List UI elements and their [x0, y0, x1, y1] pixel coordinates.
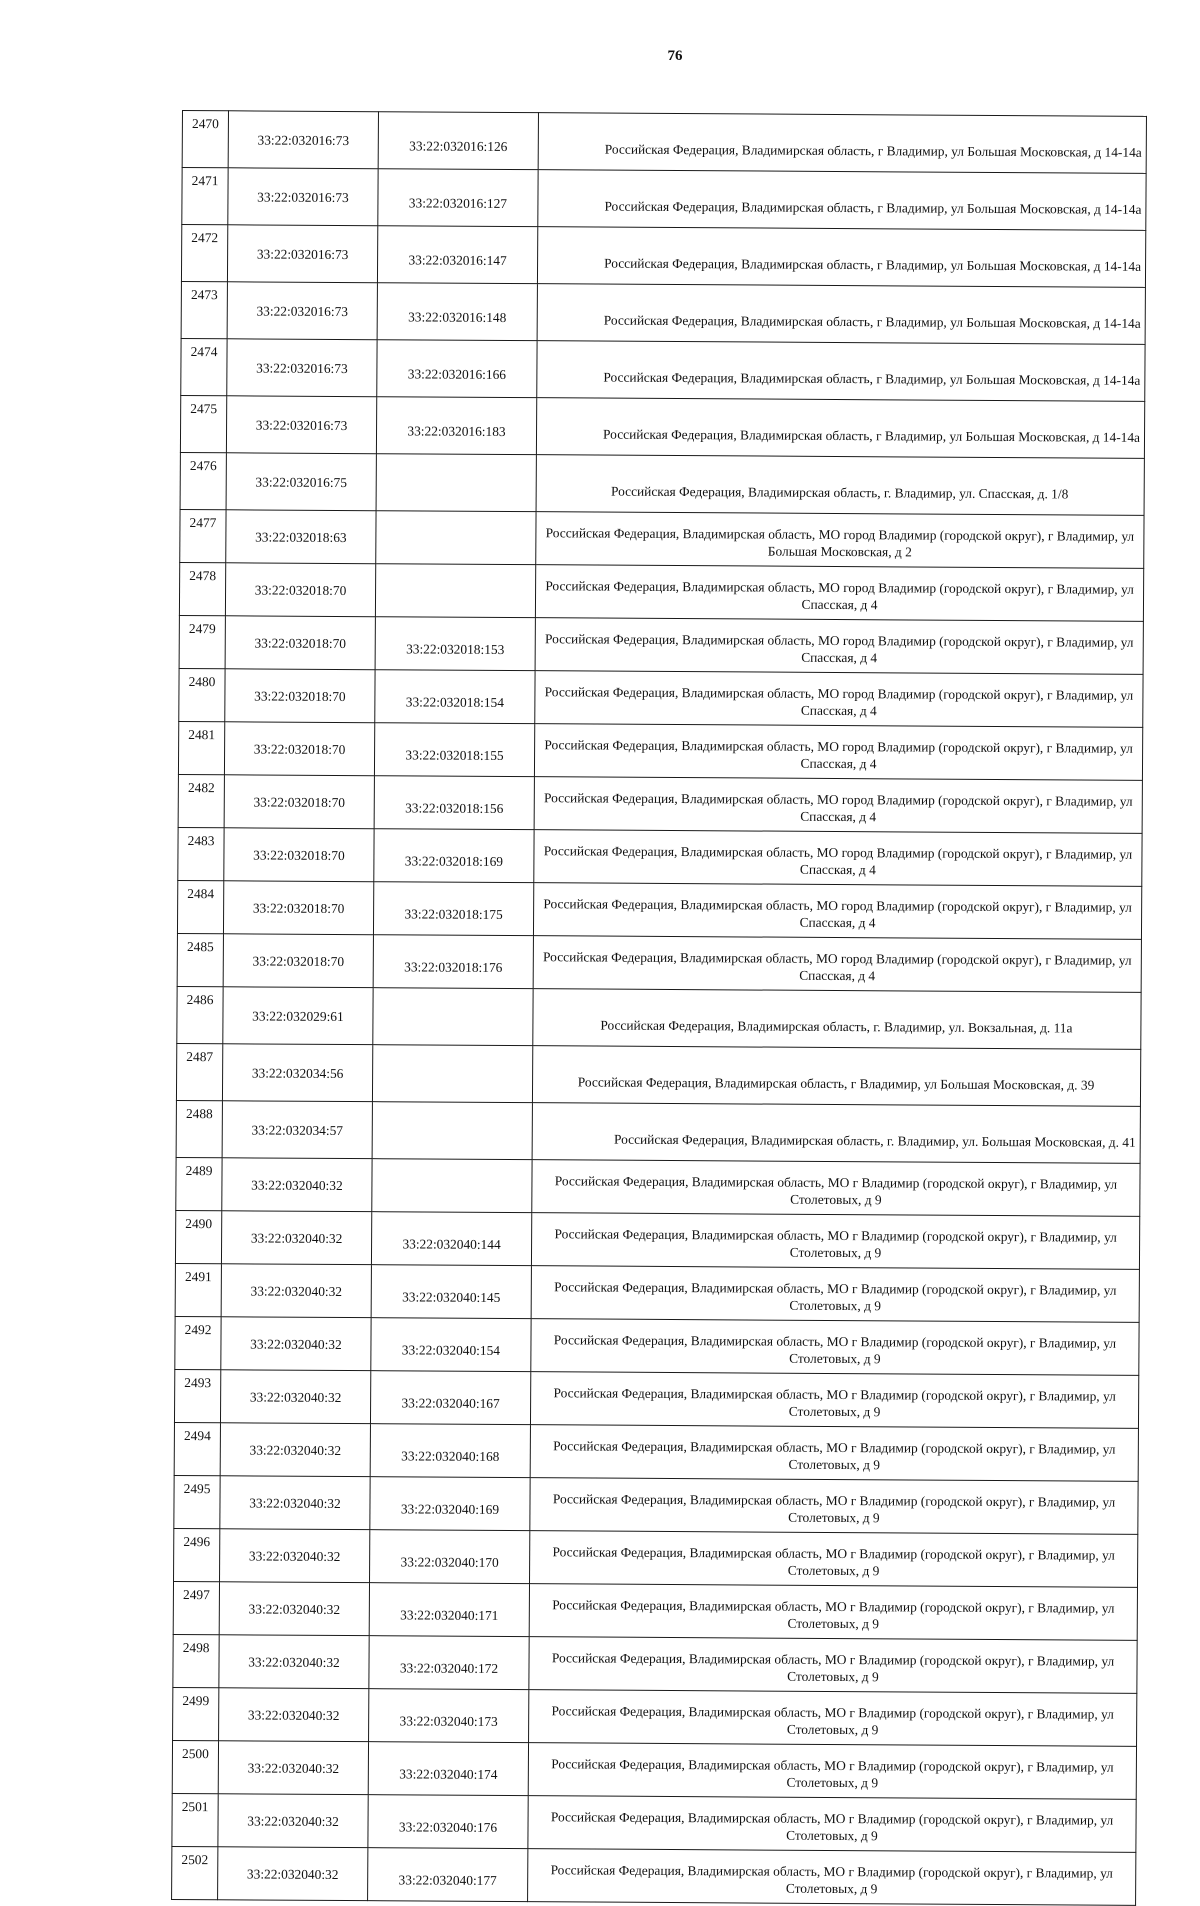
table-row [180, 452, 1144, 515]
address-cell: Российская Федерация, Владимирская область, МО г Владимир (городской округ), г Владимир, ул Столетовых, д 9 [529, 1690, 1137, 1747]
row-number-cell: 2478 [179, 562, 225, 615]
cadastral-number-cell: 33:22:032018:70 [224, 722, 374, 776]
cadastral-number-cell: 33:22:032016:75 [226, 453, 376, 511]
object-cadastral-number-cell: 33:22:032040:174 [368, 1742, 528, 1796]
table-row [175, 1263, 1139, 1322]
cadastral-number-cell: 33:22:032040:32 [218, 1847, 368, 1901]
cadastral-number-cell: 33:22:032016:73 [228, 111, 378, 169]
row-number-cell: 2499 [173, 1687, 219, 1740]
object-cadastral-number-cell: 33:22:032040:172 [369, 1636, 529, 1690]
row-number-cell: 2494 [174, 1422, 220, 1475]
row-number-cell: 2481 [178, 721, 224, 774]
cadastral-number-cell: 33:22:032016:73 [228, 168, 378, 226]
table-row [182, 111, 1146, 174]
row-number-cell: 2491 [175, 1263, 221, 1316]
object-cadastral-number-cell: 33:22:032016:166 [377, 340, 537, 398]
table-row [178, 721, 1142, 780]
object-cadastral-number-cell [372, 1102, 532, 1160]
row-number-cell: 2483 [178, 827, 224, 880]
row-number-cell: 2470 [182, 111, 228, 168]
object-cadastral-number-cell: 33:22:032018:156 [374, 776, 534, 830]
cadastral-number-cell: 33:22:032040:32 [219, 1582, 369, 1636]
table-row [172, 1846, 1136, 1905]
row-number-cell: 2488 [176, 1100, 222, 1157]
address-cell: Российская Федерация, Владимирская область, г Владимир, ул Большая Московская, д 14-14а [537, 341, 1145, 402]
object-cadastral-number-cell: 33:22:032040:171 [369, 1583, 529, 1637]
address-cell: Российская Федерация, Владимирская область, МО город Владимир (городской округ), г Владимир, ул Спасская, д 4 [534, 830, 1142, 887]
cadastral-number-cell: 33:22:032018:70 [223, 881, 373, 935]
object-cadastral-number-cell: 33:22:032040:154 [371, 1318, 531, 1372]
object-cadastral-number-cell [375, 564, 535, 618]
address-cell: Российская Федерация, Владимирская область, МО г Владимир (городской округ), г Владимир, ул Столетовых, д 9 [530, 1531, 1138, 1588]
address-cell: Российская Федерация, Владимирская область, МО г Владимир (городской округ), г Владимир, ул Столетовых, д 9 [528, 1796, 1136, 1853]
table-row [174, 1422, 1138, 1481]
cadastral-number-cell: 33:22:032040:32 [222, 1158, 372, 1212]
table-row [180, 395, 1144, 458]
address-cell: Российская Федерация, Владимирская область, МО г Владимир (городской округ), г Владимир, ул Столетовых, д 9 [528, 1849, 1136, 1906]
cadastral-number-cell: 33:22:032040:32 [219, 1688, 369, 1742]
object-cadastral-number-cell: 33:22:032016:126 [378, 112, 538, 170]
registry-table [171, 110, 1147, 1906]
object-cadastral-number-cell: 33:22:032018:153 [375, 617, 535, 671]
object-cadastral-number-cell: 33:22:032018:176 [373, 935, 533, 989]
row-number-cell: 2490 [175, 1210, 221, 1263]
address-cell: Российская Федерация, Владимирская область, МО г Владимир (городской округ), г Владимир, ул Столетовых, д 9 [531, 1213, 1139, 1270]
object-cadastral-number-cell: 33:22:032040:170 [370, 1530, 530, 1584]
row-number-cell: 2484 [177, 880, 223, 933]
cadastral-number-cell: 33:22:032018:70 [225, 563, 375, 617]
row-number-cell: 2476 [180, 452, 226, 509]
cadastral-number-cell: 33:22:032040:32 [221, 1211, 371, 1265]
object-cadastral-number-cell: 33:22:032040:173 [369, 1689, 529, 1743]
row-number-cell: 2473 [181, 281, 227, 338]
cadastral-number-cell: 33:22:032016:73 [227, 225, 377, 283]
object-cadastral-number-cell: 33:22:032040:145 [371, 1265, 531, 1319]
table-row [172, 1740, 1136, 1799]
address-cell: Российская Федерация, Владимирская область, МО г Владимир (городской округ), г Владимир, ул Столетовых, д 9 [530, 1478, 1138, 1535]
cadastral-number-cell: 33:22:032029:61 [223, 987, 373, 1045]
row-number-cell: 2487 [176, 1043, 222, 1100]
cadastral-number-cell: 33:22:032018:70 [225, 616, 375, 670]
table-row [176, 1043, 1140, 1106]
table-row [176, 1100, 1140, 1163]
row-number-cell: 2502 [172, 1846, 218, 1899]
address-cell: Российская Федерация, Владимирская область, г. Владимир, ул. Большая Московская, д. 41 [532, 1103, 1140, 1164]
object-cadastral-number-cell [372, 1159, 532, 1213]
row-number-cell: 2498 [173, 1634, 219, 1687]
table-row [178, 774, 1142, 833]
table-row [177, 986, 1141, 1049]
table-row [179, 615, 1143, 674]
cadastral-number-cell: 33:22:032034:57 [222, 1101, 372, 1159]
cadastral-number-cell: 33:22:032040:32 [218, 1794, 368, 1848]
address-cell: Российская Федерация, Владимирская область, МО г Владимир (городской округ), г Владимир, ул Столетовых, д 9 [532, 1160, 1140, 1217]
object-cadastral-number-cell: 33:22:032040:144 [371, 1212, 531, 1266]
row-number-cell: 2485 [177, 933, 223, 986]
object-cadastral-number-cell: 33:22:032040:167 [370, 1371, 530, 1425]
object-cadastral-number-cell: 33:22:032040:169 [370, 1477, 530, 1531]
object-cadastral-number-cell: 33:22:032018:154 [375, 670, 535, 724]
cadastral-number-cell: 33:22:032040:32 [220, 1476, 370, 1530]
table-row [177, 880, 1141, 939]
table-row [175, 1210, 1139, 1269]
address-cell: Российская Федерация, Владимирская область, МО г Владимир (городской округ), г Владимир, ул Столетовых, д 9 [531, 1319, 1139, 1376]
address-cell: Российская Федерация, Владимирская область, МО г Владимир (городской округ), г Владимир, ул Столетовых, д 9 [529, 1584, 1137, 1641]
object-cadastral-number-cell: 33:22:032040:177 [368, 1848, 528, 1902]
cadastral-number-cell: 33:22:032018:70 [224, 775, 374, 829]
table-row [175, 1316, 1139, 1375]
address-cell: Российская Федерация, Владимирская область, г Владимир, ул Большая Московская, д. 39 [532, 1046, 1140, 1107]
row-number-cell: 2474 [181, 338, 227, 395]
cadastral-number-cell: 33:22:032016:73 [226, 396, 376, 454]
table-row [181, 338, 1145, 401]
row-number-cell: 2500 [172, 1740, 218, 1793]
row-number-cell: 2486 [177, 986, 223, 1043]
table-row [182, 168, 1146, 231]
page-number: 76 [667, 48, 683, 64]
object-cadastral-number-cell: 33:22:032016:183 [376, 397, 536, 455]
table-row [180, 509, 1144, 568]
address-cell: Российская Федерация, Владимирская область, г Владимир, ул Большая Московская, д 14-14а [538, 170, 1146, 231]
object-cadastral-number-cell: 33:22:032040:168 [370, 1424, 530, 1478]
table-row [173, 1581, 1137, 1640]
address-cell: Российская Федерация, Владимирская область, г. Владимир, ул. Вокзальная, д. 11а [533, 989, 1141, 1050]
table-row [179, 562, 1143, 621]
row-number-cell: 2501 [172, 1793, 218, 1846]
table-row [173, 1634, 1137, 1693]
cadastral-number-cell: 33:22:032040:32 [221, 1317, 371, 1371]
table-row [181, 225, 1145, 288]
cadastral-number-cell: 33:22:032040:32 [220, 1423, 370, 1477]
row-number-cell: 2492 [175, 1316, 221, 1369]
object-cadastral-number-cell [373, 988, 533, 1046]
cadastral-number-cell: 33:22:032018:70 [223, 934, 373, 988]
registry-table-body [172, 111, 1147, 1906]
address-cell: Российская Федерация, Владимирская область, МО г Владимир (городской округ), г Владимир, ул Столетовых, д 9 [530, 1425, 1138, 1482]
address-cell: Российская Федерация, Владимирская область, г Владимир, ул Большая Московская, д 14-14а [538, 113, 1146, 174]
object-cadastral-number-cell [376, 511, 536, 565]
address-cell: Российская Федерация, Владимирская область, МО город Владимир (городской округ), г Владимир, ул Спасская, д 4 [534, 777, 1142, 834]
row-number-cell: 2493 [174, 1369, 220, 1422]
object-cadastral-number-cell: 33:22:032018:175 [373, 882, 533, 936]
row-number-cell: 2497 [173, 1581, 219, 1634]
address-cell: Российская Федерация, Владимирская область, МО город Владимир (городской округ), г Владимир, ул Спасская, д 4 [533, 883, 1141, 940]
address-cell: Российская Федерация, Владимирская область, МО город Владимир (городской округ), г Владимир, ул Спасская, д 4 [535, 671, 1143, 728]
table-row [174, 1369, 1138, 1428]
row-number-cell: 2496 [174, 1528, 220, 1581]
table-row [174, 1475, 1138, 1534]
cadastral-number-cell: 33:22:032040:32 [218, 1741, 368, 1795]
object-cadastral-number-cell: 33:22:032018:169 [374, 829, 534, 883]
table-row [179, 668, 1143, 727]
address-cell: Российская Федерация, Владимирская область, МО г Владимир (городской округ), г Владимир, ул Столетовых, д 9 [530, 1372, 1138, 1429]
cadastral-number-cell: 33:22:032040:32 [219, 1635, 369, 1689]
address-cell: Российская Федерация, Владимирская область, МО город Владимир (городской округ), г Владимир, ул Спасская, д 4 [533, 936, 1141, 993]
address-cell: Российская Федерация, Владимирская область, МО город Владимир (городской округ), г Владимир, ул Спасская, д 4 [535, 618, 1143, 675]
table-row [174, 1528, 1138, 1587]
cadastral-number-cell: 33:22:032034:56 [222, 1044, 372, 1102]
row-number-cell: 2480 [179, 668, 225, 721]
address-cell: Российская Федерация, Владимирская область, г Владимир, ул Большая Московская, д 14-14а [537, 284, 1145, 345]
address-cell: Российская Федерация, Владимирская область, МО город Владимир (городской округ), г Владимир, ул Большая Московская, д 2 [536, 512, 1144, 569]
cadastral-number-cell: 33:22:032040:32 [221, 1264, 371, 1318]
cadastral-number-cell: 33:22:032018:63 [226, 510, 376, 564]
object-cadastral-number-cell: 33:22:032016:147 [377, 226, 537, 284]
address-cell: Российская Федерация, Владимирская область, г Владимир, ул Большая Московская, д 14-14а [537, 227, 1145, 288]
address-cell: Российская Федерация, Владимирская область, МО г Владимир (городской округ), г Владимир, ул Столетовых, д 9 [528, 1743, 1136, 1800]
address-cell: Российская Федерация, Владимирская область, МО город Владимир (городской округ), г Владимир, ул Спасская, д 4 [535, 565, 1143, 622]
row-number-cell: 2475 [180, 395, 226, 452]
row-number-cell: 2471 [182, 168, 228, 225]
row-number-cell: 2479 [179, 615, 225, 668]
object-cadastral-number-cell: 33:22:032016:148 [377, 283, 537, 341]
address-cell: Российская Федерация, Владимирская область, г. Владимир, ул. Спасская, д. 1/8 [536, 455, 1144, 516]
row-number-cell: 2472 [181, 225, 227, 282]
cadastral-number-cell: 33:22:032016:73 [227, 282, 377, 340]
cadastral-number-cell: 33:22:032018:70 [224, 828, 374, 882]
object-cadastral-number-cell: 33:22:032016:127 [378, 169, 538, 227]
cadastral-number-cell: 33:22:032016:73 [227, 339, 377, 397]
address-cell: Российская Федерация, Владимирская область, МО г Владимир (городской округ), г Владимир, ул Столетовых, д 9 [531, 1266, 1139, 1323]
cadastral-number-cell: 33:22:032040:32 [220, 1370, 370, 1424]
table-row [172, 1793, 1136, 1852]
object-cadastral-number-cell: 33:22:032040:176 [368, 1795, 528, 1849]
address-cell: Российская Федерация, Владимирская область, МО город Владимир (городской округ), г Владимир, ул Спасская, д 4 [534, 724, 1142, 781]
object-cadastral-number-cell: 33:22:032018:155 [374, 723, 534, 777]
object-cadastral-number-cell [372, 1045, 532, 1103]
table-row [178, 827, 1142, 886]
table-row [173, 1687, 1137, 1746]
row-number-cell: 2489 [176, 1157, 222, 1210]
row-number-cell: 2477 [180, 509, 226, 562]
cadastral-number-cell: 33:22:032018:70 [225, 669, 375, 723]
row-number-cell: 2482 [178, 774, 224, 827]
table-row [177, 933, 1141, 992]
cadastral-number-cell: 33:22:032040:32 [220, 1529, 370, 1583]
object-cadastral-number-cell [376, 454, 536, 512]
address-cell: Российская Федерация, Владимирская область, МО г Владимир (городской округ), г Владимир, ул Столетовых, д 9 [529, 1637, 1137, 1694]
table-row [181, 281, 1145, 344]
address-cell: Российская Федерация, Владимирская область, г Владимир, ул Большая Московская, д 14-14а [536, 398, 1144, 459]
table-row [176, 1157, 1140, 1216]
row-number-cell: 2495 [174, 1475, 220, 1528]
